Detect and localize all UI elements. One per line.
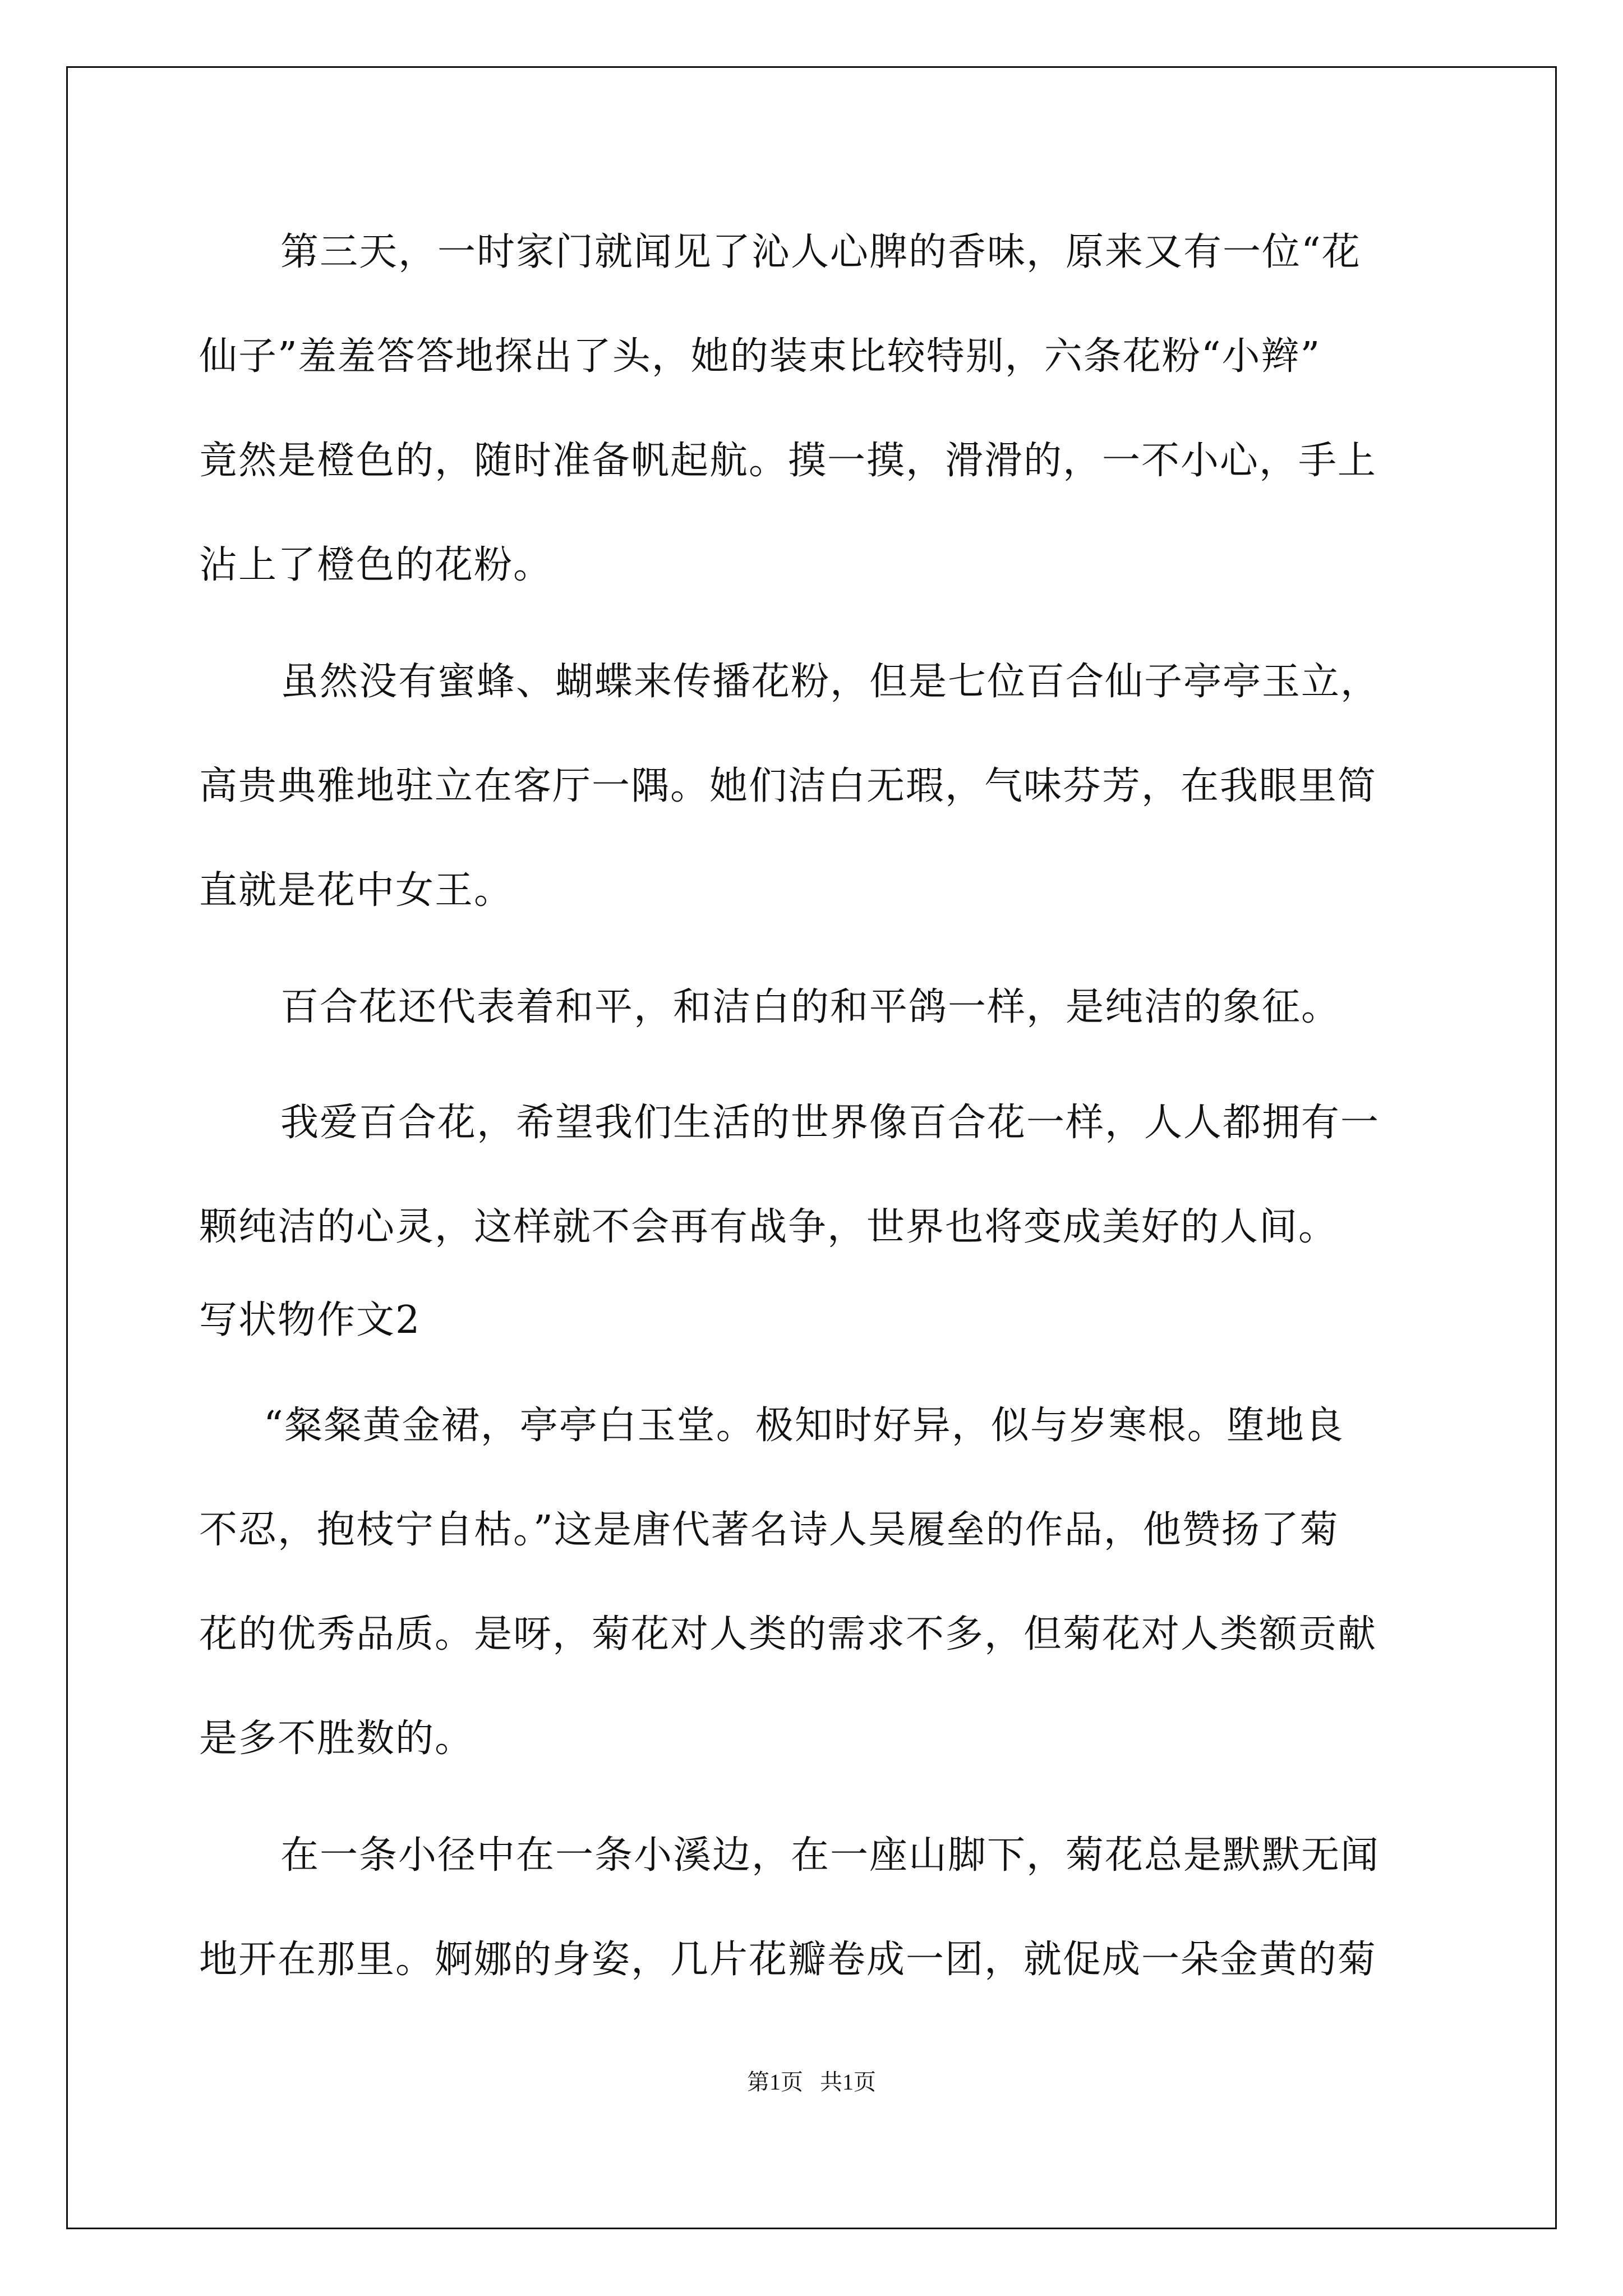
- paragraph-line: 百合花还代表着和平，和洁白的和平鸽一样，是纯洁的象征。: [280, 985, 1341, 1029]
- paragraph-line: “粲粲黄金裙，亭亭白玉堂。极知时好异，似与岁寒根。堕地良: [264, 1404, 1344, 1448]
- paragraph-line: 竟然是橙色的，随时准备帆起航。摸一摸，滑滑的，一不小心，手上: [199, 439, 1377, 483]
- paragraph-line: 虽然没有蜜蜂、蝴蝶来传播花粉，但是七位百合仙子亭亭玉立，: [280, 660, 1380, 704]
- paragraph-line: 颗纯洁的心灵，这样就不会再有战争，世界也将变成美好的人间。: [199, 1205, 1338, 1249]
- paragraph-line: 直就是花中女王。: [199, 868, 514, 913]
- section-heading: 写状物作文2: [199, 1298, 421, 1342]
- paragraph-line: 地开在那里。婀娜的身姿，几片花瓣卷成一团，就促成一朵金黄的菊: [199, 1938, 1377, 1982]
- paragraph-line: 第三天，一时家门就闻见了沁人心脾的香味，原来又有一位“花: [280, 230, 1361, 274]
- page-border: [66, 66, 1557, 2229]
- page-footer: 第1页 共1页: [747, 2069, 876, 2095]
- paragraph-line: 花的优秀品质。是呀，菊花对人类的需求不多，但菊花对人类额贡献: [199, 1612, 1377, 1657]
- paragraph-line: 是多不胜数的。: [199, 1717, 474, 1761]
- paragraph-line: 高贵典雅地驻立在客厅一隅。她们洁白无瑕，气味芬芳，在我眼里简: [199, 764, 1377, 808]
- paragraph-line: 不忍，抱枝宁自枯。”这是唐代著名诗人吴履垒的作品，他赞扬了菊: [199, 1508, 1339, 1552]
- paragraph-line: 我爱百合花，希望我们生活的世界像百合花一样，人人都拥有一: [280, 1101, 1380, 1145]
- paragraph-line: 在一条小径中在一条小溪边，在一座山脚下，菊花总是默默无闻: [280, 1833, 1380, 1878]
- paragraph-line: 仙子”羞羞答答地探出了头，她的装束比较特别，六条花粉“小辫”: [199, 334, 1321, 379]
- paragraph-line: 沾上了橙色的花粉。: [199, 543, 553, 587]
